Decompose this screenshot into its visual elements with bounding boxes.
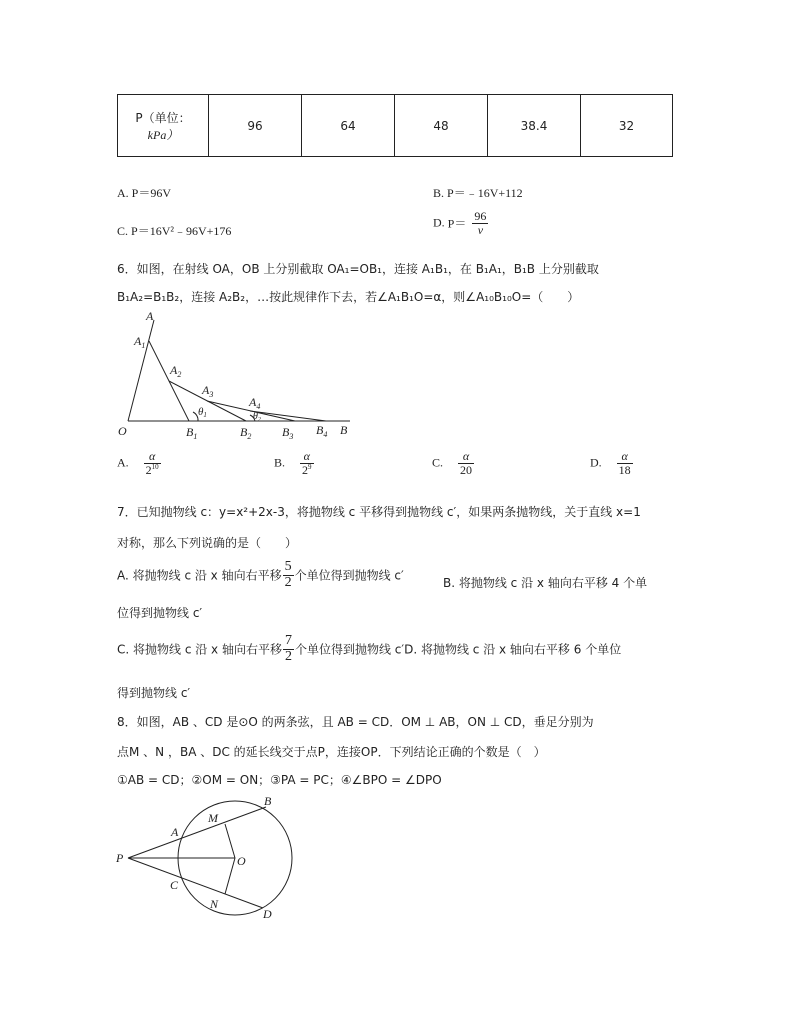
- option-text: 个单位得到抛物线 c′: [294, 568, 404, 583]
- label-b1: $B_1$: [186, 425, 198, 441]
- table-cell: 96: [209, 95, 302, 157]
- label-b: B: [264, 794, 272, 808]
- pressure-table: [117, 94, 673, 157]
- q7-option-d-cont: 得到抛物线 c′: [117, 686, 191, 700]
- label-p: P: [116, 851, 124, 865]
- fraction-numerator: 7: [284, 633, 292, 648]
- q7-option-b: B. 将抛物线 c 沿 x 轴向右平移 4 个单: [443, 576, 648, 590]
- q5-option-a: [117, 184, 171, 201]
- q8-line2: 点M 、N ，BA 、DC 的延长线交于点P，连接OP．下列结论正确的个数是（ ）: [117, 745, 546, 759]
- label-a3: $A_3$: [202, 383, 214, 399]
- table-cell: 64: [302, 95, 395, 157]
- q6-option-a: [117, 450, 164, 476]
- fraction: [458, 450, 474, 476]
- option-text: 个单位得到抛物线 c′: [294, 642, 405, 657]
- option-text: C. 将抛物线 c 沿 x 轴向右平移: [117, 642, 282, 657]
- option-label: C.: [432, 455, 444, 470]
- fraction-denominator: 2: [284, 648, 292, 664]
- q7-option-d: D. 将抛物线 c 沿 x 轴向右平移 6 个单位: [404, 642, 622, 657]
- label-b3: $B_3$: [282, 425, 294, 441]
- fraction-denominator: $2^{10}$: [145, 462, 159, 477]
- q6-figure: [110, 308, 360, 444]
- option-label: A.: [117, 455, 129, 470]
- label-a: A: [171, 825, 179, 839]
- option-label: A.: [117, 186, 129, 200]
- fraction-numerator: 96: [474, 209, 487, 223]
- option-text: P＝: [447, 216, 467, 231]
- label-theta2: $\theta_2$: [253, 411, 261, 423]
- table-header-line2: kPa）: [147, 127, 179, 142]
- label-a2: $A_2$: [170, 363, 182, 379]
- table-header-line1: P（单位：: [135, 110, 191, 125]
- table-cell: 48: [395, 95, 488, 157]
- q5-option-b: [433, 184, 523, 201]
- label-a: A: [146, 309, 154, 323]
- q8-line1: 8．如图，AB 、CD 是⊙O 的两条弦，且 AB = CD．OM ⊥ AB，ON ⊥ CD，垂足分别为: [117, 715, 594, 729]
- option-text: P＝16V²﹣96V+176: [131, 224, 232, 238]
- label-o: O: [118, 424, 127, 438]
- label-a4: $A_4$: [249, 395, 261, 411]
- fraction-denominator: 18: [618, 462, 631, 477]
- q7-option-c: [117, 634, 621, 664]
- segment-on: [225, 858, 235, 894]
- line-pb: [128, 807, 266, 858]
- fraction: [283, 634, 294, 664]
- fraction-numerator: α: [300, 450, 314, 464]
- q8-figure: [112, 792, 312, 924]
- fraction-denominator: 20: [460, 462, 473, 477]
- option-label: D.: [433, 215, 445, 230]
- q6-option-b: [274, 450, 317, 476]
- label-b4: $B_4$: [316, 423, 328, 439]
- label-a1: $A_1$: [134, 334, 146, 350]
- table-header-cell: [118, 95, 209, 157]
- table-cell: 32: [581, 95, 673, 157]
- q7-line2: 对称，那么下列说确的是（ ）: [117, 536, 298, 550]
- table-cell: 38.4: [488, 95, 581, 157]
- option-label: B.: [433, 186, 445, 200]
- label-n: N: [210, 897, 219, 911]
- fraction-numerator: α: [617, 450, 633, 464]
- fraction: [283, 560, 294, 590]
- fraction-numerator: α: [458, 450, 474, 464]
- fraction: [144, 450, 161, 476]
- fraction-denominator: v: [477, 222, 484, 237]
- option-text: P＝﹣16V+112: [447, 186, 523, 200]
- label-theta1: θ1: [198, 406, 207, 419]
- option-text: A. 将抛物线 c 沿 x 轴向右平移: [117, 568, 282, 583]
- q6-option-c: [432, 450, 477, 476]
- q7-line1: 7．已知抛物线 c：y=x²+2x-3，将抛物线 c 平移得到抛物线 c′，如果两条抛物线，关于直线 x=1: [117, 505, 641, 519]
- fraction-denominator: $2^9$: [302, 462, 312, 477]
- option-label: B.: [274, 455, 286, 470]
- fraction: [617, 450, 633, 476]
- segment-om: [225, 824, 235, 858]
- label-c: C: [170, 878, 179, 892]
- q5-option-c: [117, 222, 231, 239]
- q6-line2: B₁A₂=B₁B₂，连接 A₂B₂，…按此规律作下去，若∠A₁B₁O=α，则∠A₁₀B₁₀O=（ ）: [117, 290, 580, 304]
- label-m: M: [208, 811, 218, 825]
- fraction: [472, 210, 488, 236]
- q7-option-a: [117, 560, 404, 590]
- fraction-numerator: α: [144, 450, 161, 464]
- table-row: [118, 95, 673, 157]
- q6-line1: 6．如图，在射线 OA，OB 上分别截取 OA₁=OB₁，连接 A₁B₁，在 B₁A₁，B₁B 上分别截取: [117, 262, 599, 276]
- q6-option-d: [590, 450, 636, 476]
- fraction: [300, 450, 314, 476]
- q5-option-d: [433, 210, 491, 236]
- option-label: D.: [590, 455, 602, 470]
- label-b: B: [340, 423, 348, 437]
- label-d: D: [263, 907, 272, 921]
- fraction-numerator: 5: [284, 559, 292, 574]
- label-b2: $B_2$: [240, 425, 252, 441]
- q8-line3: ①AB = CD；②OM = ON；③PA = PC；④∠BPO = ∠DPO: [117, 773, 442, 787]
- label-o: O: [237, 854, 246, 868]
- fraction-denominator: 2: [284, 574, 292, 590]
- q7-option-b-cont: 位得到抛物线 c′: [117, 606, 203, 620]
- option-text: P＝96V: [131, 186, 172, 200]
- option-label: C.: [117, 224, 129, 238]
